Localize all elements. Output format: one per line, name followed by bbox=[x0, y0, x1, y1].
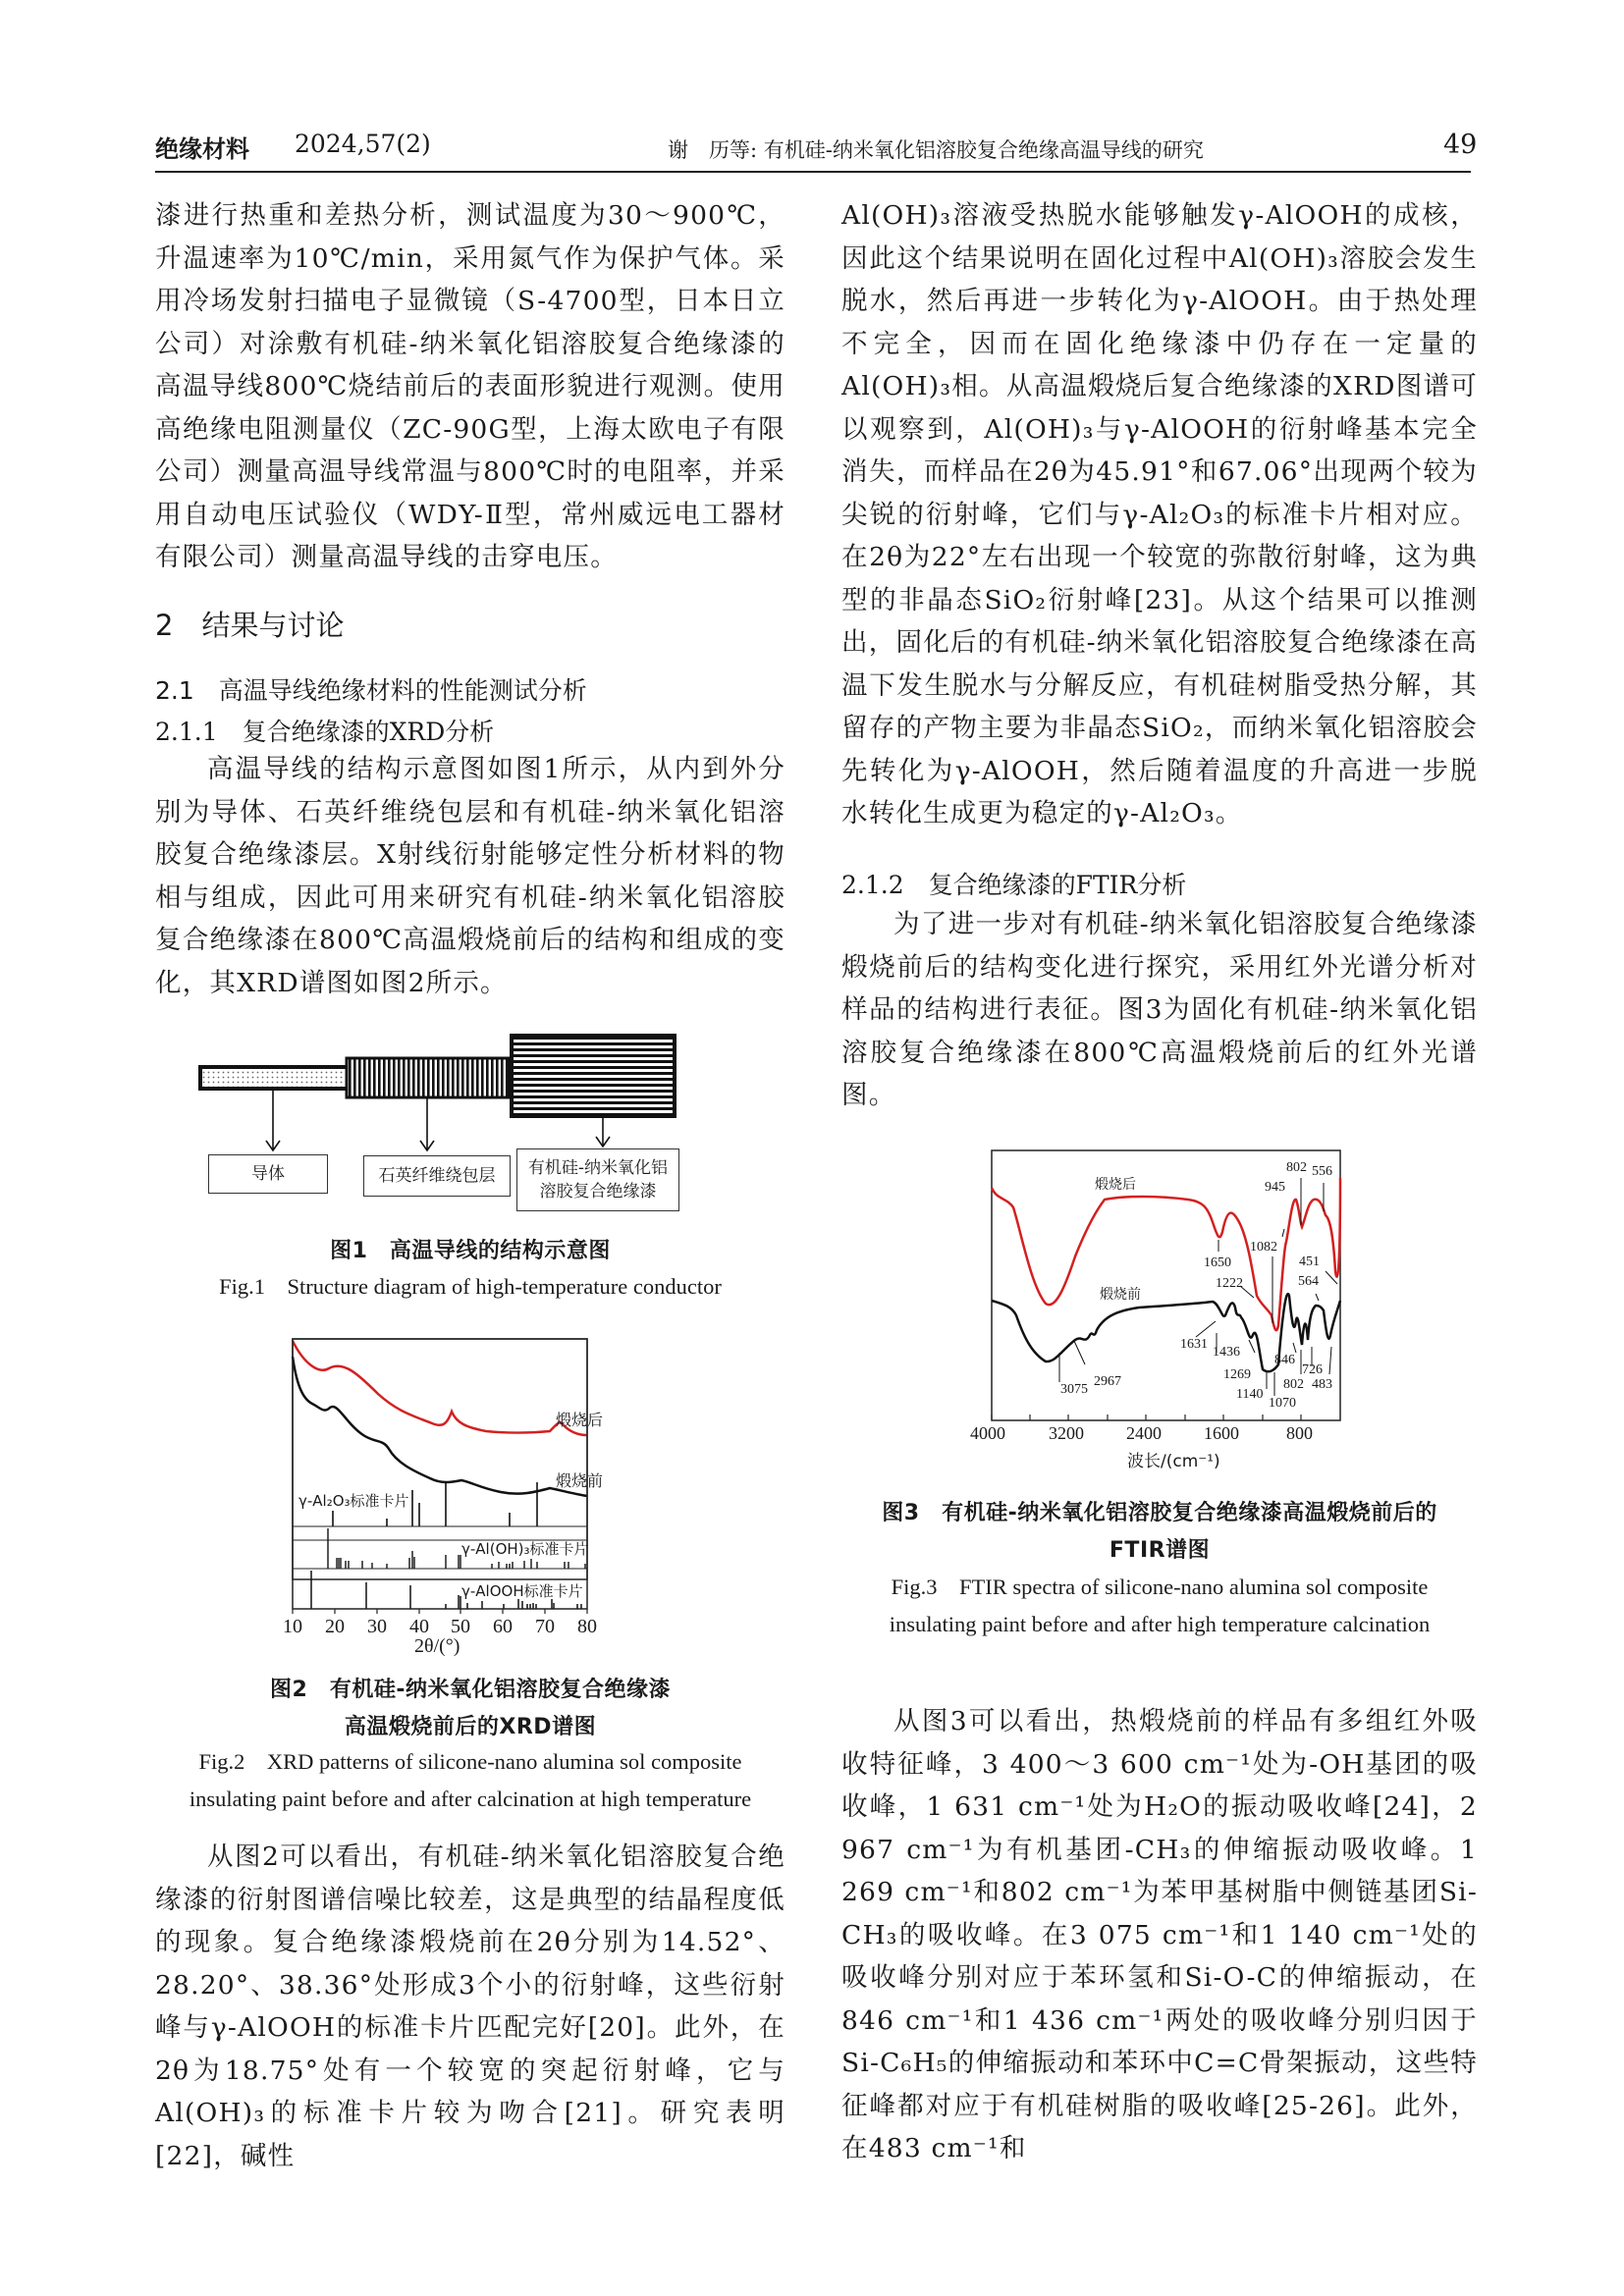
ftir-peak-483: 483 bbox=[1312, 1377, 1332, 1392]
ftir-peak-451: 451 bbox=[1299, 1255, 1320, 1269]
xrd-label-before: 煅烧前 bbox=[556, 1471, 604, 1490]
ftir-peak-726: 726 bbox=[1302, 1362, 1323, 1377]
figure2-caption-en-1: Fig.2 XRD patterns of silicone-nano alumina sol composite bbox=[198, 1749, 742, 1774]
figure1-caption-zh: 图1 高温导线的结构示意图 bbox=[330, 1239, 611, 1263]
figure3-ftir-chart bbox=[962, 1139, 1375, 1482]
ftir-peak-1222: 1222 bbox=[1216, 1276, 1243, 1291]
paragraph-ftir-discussion: 从图3可以看出，热煅烧前的样品有多组红外吸收特征峰，3 400～3 600 cm⁻¹处为-OH基团的吸收峰，1 631 cm⁻¹处为H₂O的振动吸收峰[24]，2 967 cm⁻¹为有机基团-CH₃的伸缩振动吸收峰。1 269 cm⁻¹和802 cm⁻¹为苯甲基树脂中侧链基团Si-CH₃的吸收峰。在3 075 cm⁻¹和1 140 cm⁻¹处的吸收峰分别对应于苯环氢和Si-O-C的伸缩振动，在846 cm⁻¹和1 436 cm⁻¹两处的吸收峰分别归因于Si-C₆H₅的伸缩振动和苯环中C=C骨架振动，这些特征峰都对应于有机硅树脂的吸收峰[25-26]。此外，在483 cm⁻¹和 bbox=[841, 1706, 1478, 2163]
paragraph-xrd-discussion: 从图2可以看出，有机硅-纳米氧化铝溶胶复合绝缘漆的衍射图谱信噪比较差，这是典型的结晶程度低的现象。复合绝缘漆煅烧前在2θ分别为14.52°、28.20°、38.36°处形成3个小的衍射峰，这些衍射峰与γ-AlOOH的标准卡片匹配完好[20]。此外，在2θ为18.75°处有一个较宽的突起衍射峰，它与Al(OH)₃的标准卡片较为吻合[21]。研究表明[22]，碱性 bbox=[155, 1842, 785, 2171]
xrd-tick-10: 10 bbox=[283, 1616, 302, 1637]
paragraph-ftir-intro: 为了进一步对有机硅-纳米氧化铝溶胶复合绝缘漆煅烧前后的结构变化进行探究，采用红外光谱分析对样品的结构进行表征。图3为固化有机硅-纳米氧化铝溶胶复合绝缘漆在800℃高温煅烧前后的红外光谱图。 bbox=[841, 909, 1478, 1110]
xrd-tick-80: 80 bbox=[577, 1616, 597, 1637]
ftir-peak-802-before: 802 bbox=[1283, 1377, 1304, 1392]
ftir-peak-556: 556 bbox=[1312, 1164, 1332, 1179]
figure3-caption-zh-2: FTIR谱图 bbox=[1109, 1538, 1211, 1563]
figure2-caption-zh-2: 高温煅烧前后的XRD谱图 bbox=[344, 1715, 597, 1739]
ftir-tick-3200: 3200 bbox=[1049, 1423, 1084, 1443]
figure1-diagram bbox=[187, 1031, 756, 1227]
xrd-label-after: 煅烧后 bbox=[556, 1411, 604, 1429]
xrd-ref-alooh-label: γ-AlOOH标准卡片 bbox=[461, 1582, 583, 1600]
right-column-bottom bbox=[841, 1700, 1478, 2170]
ftir-peak-3075: 3075 bbox=[1060, 1382, 1088, 1397]
journal-name: 绝缘材料 bbox=[155, 135, 249, 163]
ftir-plot bbox=[962, 1139, 1375, 1482]
ftir-tick-2400: 2400 bbox=[1126, 1423, 1162, 1443]
running-title: 谢 历等: 有机硅-纳米氧化铝溶胶复合绝缘高温导线的研究 bbox=[668, 138, 1204, 162]
right-column-2-1-2 bbox=[841, 903, 1478, 1117]
ftir-peak-1070: 1070 bbox=[1269, 1396, 1296, 1411]
section-2-1-2-heading: 2.1.2 复合绝缘漆的FTIR分析 bbox=[841, 871, 1187, 899]
figure3-caption-zh-1: 图3 有机硅-纳米氧化铝溶胶复合绝缘漆高温煅烧前后的 bbox=[882, 1501, 1437, 1525]
ftir-peak-2967: 2967 bbox=[1094, 1374, 1121, 1389]
xrd-tick-30: 30 bbox=[367, 1616, 387, 1637]
xrd-tick-20: 20 bbox=[325, 1616, 345, 1637]
figure3-caption-en-1: Fig.3 FTIR spectra of silicone-nano alumina sol composite bbox=[891, 1575, 1429, 1599]
xrd-tick-70: 70 bbox=[535, 1616, 555, 1637]
label-quartz-fiber-layer: 石英纤维绕包层 bbox=[363, 1155, 511, 1197]
header-rule bbox=[155, 171, 1471, 173]
section-2-1-1-heading: 2.1.1 复合绝缘漆的XRD分析 bbox=[155, 718, 495, 746]
paragraph-xrd-intro: 高温导线的结构示意图如图1所示，从内到外分别为导体、石英纤维绕包层和有机硅-纳米氧化铝溶胶复合绝缘漆层。X射线衍射能够定性分析材料的物相与组成，因此可用来研究有机硅-纳米氧化铝溶胶复合绝缘漆在800℃高温煅烧前后的结构和组成的变化，其XRD谱图如图2所示。 bbox=[155, 754, 785, 998]
left-column-bottom bbox=[155, 1836, 785, 2177]
section-2-heading: 2 结果与讨论 bbox=[155, 609, 345, 642]
ftir-label-before: 煅烧前 bbox=[1100, 1287, 1141, 1303]
ftir-tick-800: 800 bbox=[1286, 1423, 1313, 1443]
ftir-tick-4000: 4000 bbox=[970, 1423, 1005, 1443]
figure2-caption-en-2: insulating paint before and after calcination at high temperature bbox=[189, 1787, 752, 1811]
figure2-caption-zh-1: 图2 有机硅-纳米氧化铝溶胶复合绝缘漆 bbox=[270, 1678, 671, 1702]
xrd-tick-40: 40 bbox=[409, 1616, 429, 1637]
ftir-peak-564: 564 bbox=[1298, 1274, 1319, 1289]
ftir-peak-846: 846 bbox=[1274, 1353, 1295, 1367]
left-column-top bbox=[155, 194, 785, 579]
figure3-caption-en-2: insulating paint before and after high temperature calcination bbox=[889, 1612, 1431, 1636]
xrd-xlabel: 2θ/(°) bbox=[414, 1635, 460, 1657]
xrd-tick-50: 50 bbox=[451, 1616, 470, 1637]
ftir-peak-1269: 1269 bbox=[1223, 1367, 1251, 1382]
ftir-peak-945: 945 bbox=[1265, 1180, 1285, 1195]
label-conductor: 导体 bbox=[208, 1154, 328, 1194]
section-2-1-heading: 2.1 高温导线绝缘材料的性能测试分析 bbox=[155, 676, 587, 705]
ftir-peak-1631: 1631 bbox=[1180, 1337, 1208, 1352]
figure1-caption-en: Fig.1 Structure diagram of high-temperature conductor bbox=[219, 1274, 722, 1299]
xrd-ref-al2o3-label: γ-Al₂O₃标准卡片 bbox=[298, 1492, 409, 1510]
paragraph-methods: 漆进行热重和差热分析，测试温度为30～900℃，升温速率为10℃/min，采用氮气作为保护气体。采用冷场发射扫描电子显微镜（S-4700型，日本日立公司）对涂敷有机硅-纳米氧化铝溶胶复合绝缘漆的高温导线800℃烧结前后的表面形貌进行观测。使用高绝缘电阻测量仪（ZC-90G型，上海太欧电子有限公司）测量高温导线常温与800℃时的电阻率，并采用自动电压试验仪（WDY-Ⅱ型，常州威远电工器材有限公司）测量高温导线的击穿电压。 bbox=[155, 200, 785, 572]
ftir-peak-1082: 1082 bbox=[1250, 1240, 1277, 1255]
ftir-label-after: 煅烧后 bbox=[1095, 1177, 1136, 1193]
xrd-ref-aloh3-label: γ-Al(OH)₃标准卡片 bbox=[461, 1540, 589, 1558]
label-composite-paint-layer: 有机硅-纳米氧化铝 溶胶复合绝缘漆 bbox=[516, 1148, 679, 1211]
ftir-peak-802-after: 802 bbox=[1286, 1160, 1307, 1175]
paragraph-xrd-conclusion: Al(OH)₃溶液受热脱水能够触发γ-AlOOH的成核，因此这个结果说明在固化过程中Al(OH)₃溶胶会发生脱水，然后再进一步转化为γ-AlOOH。由于热处理不完全，因而在固化绝缘漆中仍存在一定量的Al(OH)₃相。从高温煅烧后复合绝缘漆的XRD图谱可以观察到，Al(OH)₃与γ-AlOOH的衍射峰基本完全消失，而样品在2θ为45.91°和67.06°出现两个较为尖锐的衍射峰，它们与γ-Al₂O₃的标准卡片相对应。在2θ为22°左右出现一个较宽的弥散衍射峰，这为典型的非晶态SiO₂衍射峰[23]。从这个结果可以推测出，固化后的有机硅-纳米氧化铝溶胶复合绝缘漆在高温下发生脱水与分解反应，有机硅树脂受热分解，其留存的产物主要为非晶态SiO₂，而纳米氧化铝溶胶会先转化为γ-AlOOH，然后随着温度的升高进一步脱水转化生成更为稳定的γ-Al₂O₃。 bbox=[841, 200, 1478, 828]
ftir-xlabel: 波长/(cm⁻¹) bbox=[1127, 1452, 1220, 1471]
journal-volume: 2024,57(2) bbox=[295, 130, 431, 158]
page-number: 49 bbox=[1443, 130, 1478, 160]
figure2-xrd-chart bbox=[265, 1325, 697, 1659]
left-column-2-1-1 bbox=[155, 748, 785, 1004]
ftir-tick-1600: 1600 bbox=[1204, 1423, 1239, 1443]
ftir-peak-1650: 1650 bbox=[1204, 1255, 1231, 1270]
ftir-peak-1140: 1140 bbox=[1236, 1387, 1264, 1402]
xrd-tick-60: 60 bbox=[493, 1616, 513, 1637]
ftir-peak-1436: 1436 bbox=[1213, 1345, 1240, 1360]
right-column-top bbox=[841, 194, 1478, 835]
